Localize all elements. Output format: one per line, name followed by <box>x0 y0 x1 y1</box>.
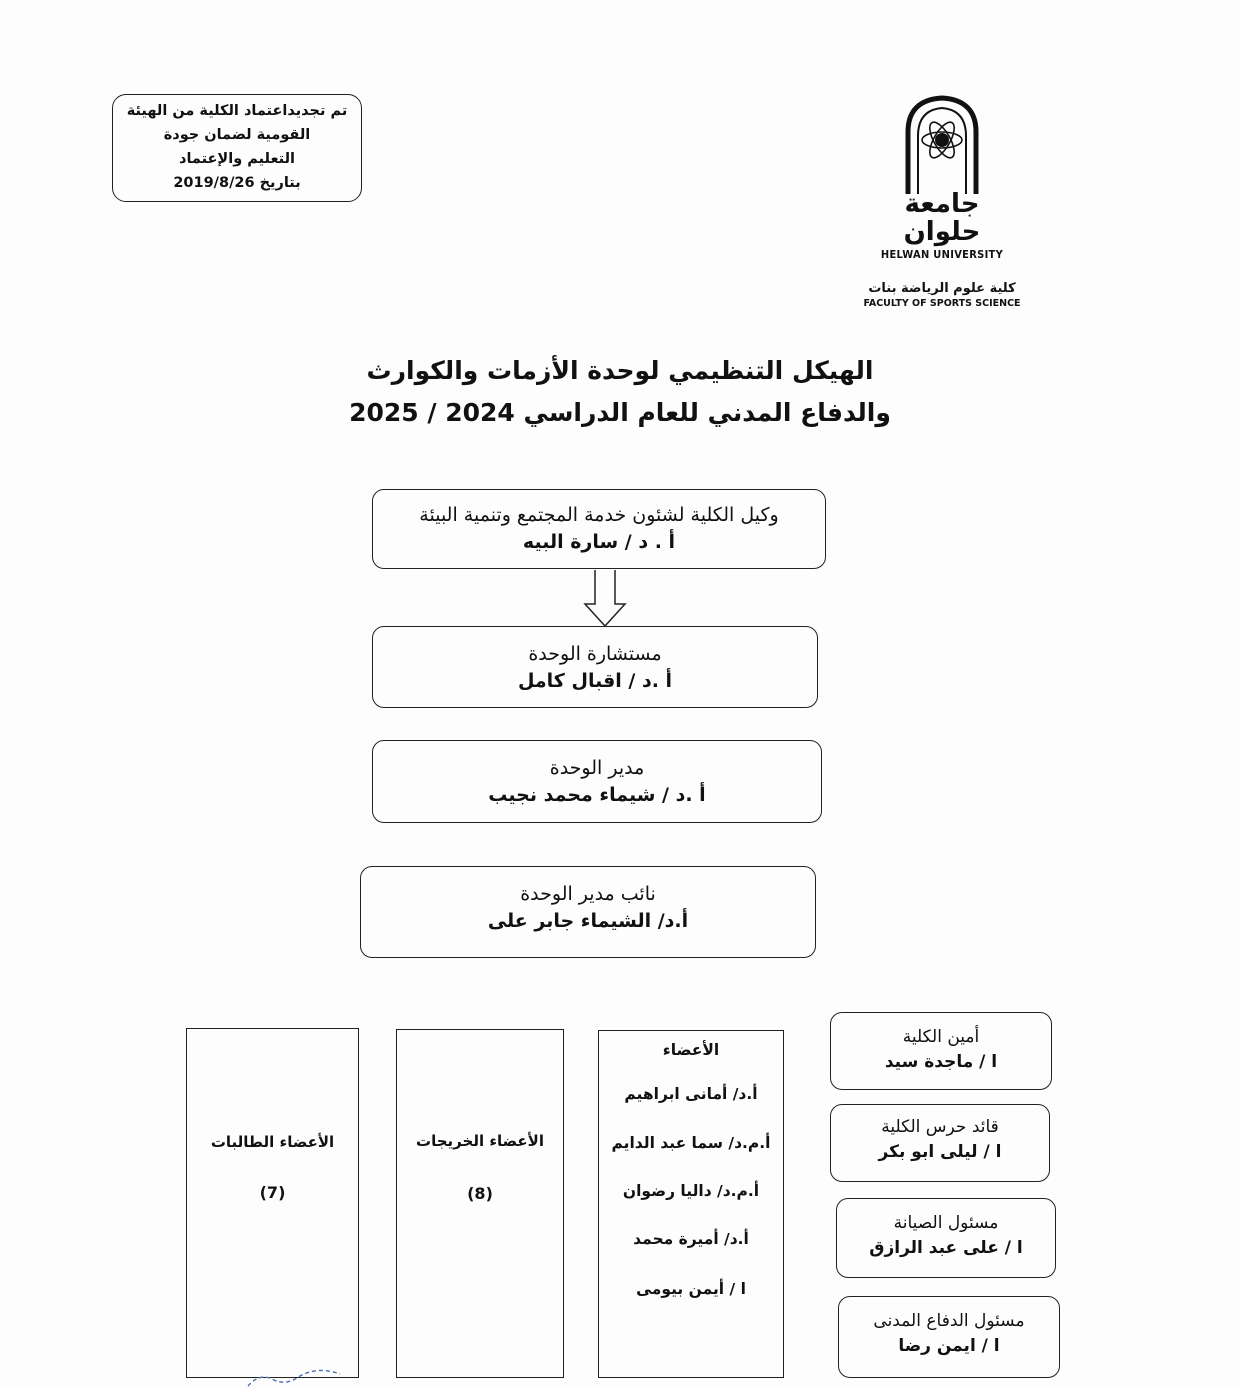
person-name: ا / ماجدة سيد <box>884 1052 998 1072</box>
member-item: أ.م.د/ سما عبد الدايم <box>611 1134 771 1152</box>
role-label: قائد حرس الكلية <box>881 1117 999 1137</box>
members-heading: الأعضاء <box>662 1041 720 1059</box>
role-label: نائب مدير الوحدة <box>520 883 656 905</box>
students-count: (7) <box>259 1183 286 1202</box>
person-name: أ . د / سارة البيه <box>522 531 676 553</box>
stamp-line: التعليم والإعتماد <box>179 151 295 167</box>
stamp-line: القومية لضمان جودة <box>163 127 311 143</box>
page-title <box>300 350 940 434</box>
person-name: أ.د/ الشيماء جابر على <box>487 910 689 932</box>
person-name: ا / ايمن رضا <box>898 1336 1000 1356</box>
down-arrow-icon <box>583 570 627 628</box>
accreditation-stamp <box>112 94 362 202</box>
university-logo <box>862 94 1022 309</box>
students-column <box>186 1028 359 1378</box>
member-item: ا / أيمن بيومى <box>636 1280 746 1298</box>
role-label: أمين الكلية <box>902 1027 980 1047</box>
vice-dean-box <box>372 489 826 569</box>
deputy-manager-box <box>360 866 816 958</box>
maintenance-officer-box <box>836 1198 1056 1278</box>
person-name: أ .د / شيماء محمد نجيب <box>488 784 706 806</box>
civil-defense-officer-box <box>838 1296 1060 1378</box>
graduates-heading: الأعضاء الخريجات <box>416 1132 544 1150</box>
signature-mark-icon <box>240 1364 360 1388</box>
unit-advisor-box <box>372 626 818 708</box>
graduates-count: (8) <box>467 1184 493 1203</box>
person-name: ا / على عبد الرازق <box>869 1238 1023 1258</box>
title-line: الهيكل التنظيمي لوحدة الأزمات والكوارث <box>366 356 874 385</box>
role-label: وكيل الكلية لشئون خدمة المجتمع وتنمية البيئة <box>419 504 779 526</box>
students-heading: الأعضاء الطالبات <box>210 1133 335 1151</box>
member-item: أ.م.د/ داليا رضوان <box>622 1182 760 1200</box>
role-label: مستشارة الوحدة <box>528 643 662 665</box>
college-secretary-box <box>830 1012 1052 1090</box>
role-label: مدير الوحدة <box>549 757 645 779</box>
atom-emblem-icon <box>900 94 984 194</box>
faculty-arabic-name: كلية علوم الرياضة بنات <box>868 281 1016 296</box>
faculty-english-name: FACULTY OF SPORTS SCIENCE <box>863 298 1021 309</box>
members-column <box>598 1030 784 1378</box>
person-name: ا / ليلى ابو بكر <box>878 1142 1002 1162</box>
stamp-line: بتاريخ 2019/8/26 <box>173 175 301 191</box>
university-english-name: HELWAN UNIVERSITY <box>880 248 1004 261</box>
stamp-line: تم تجديداعتماد الكلية من الهيئة <box>126 103 348 119</box>
person-name: أ .د / اقبال كامل <box>517 670 673 692</box>
graduates-column <box>396 1029 564 1378</box>
guard-commander-box <box>830 1104 1050 1182</box>
member-item: أ.د/ أمانى ابراهيم <box>624 1085 758 1103</box>
unit-manager-box <box>372 740 822 823</box>
role-label: مسئول الدفاع المدنى <box>873 1311 1025 1331</box>
member-item: أ.د/ أميرة محمد <box>633 1230 749 1248</box>
university-arabic-name: جامعة حلوان <box>903 189 981 247</box>
role-label: مسئول الصيانة <box>893 1213 999 1233</box>
title-line: والدفاع المدني للعام الدراسي 2024 / 2025 <box>349 398 891 427</box>
